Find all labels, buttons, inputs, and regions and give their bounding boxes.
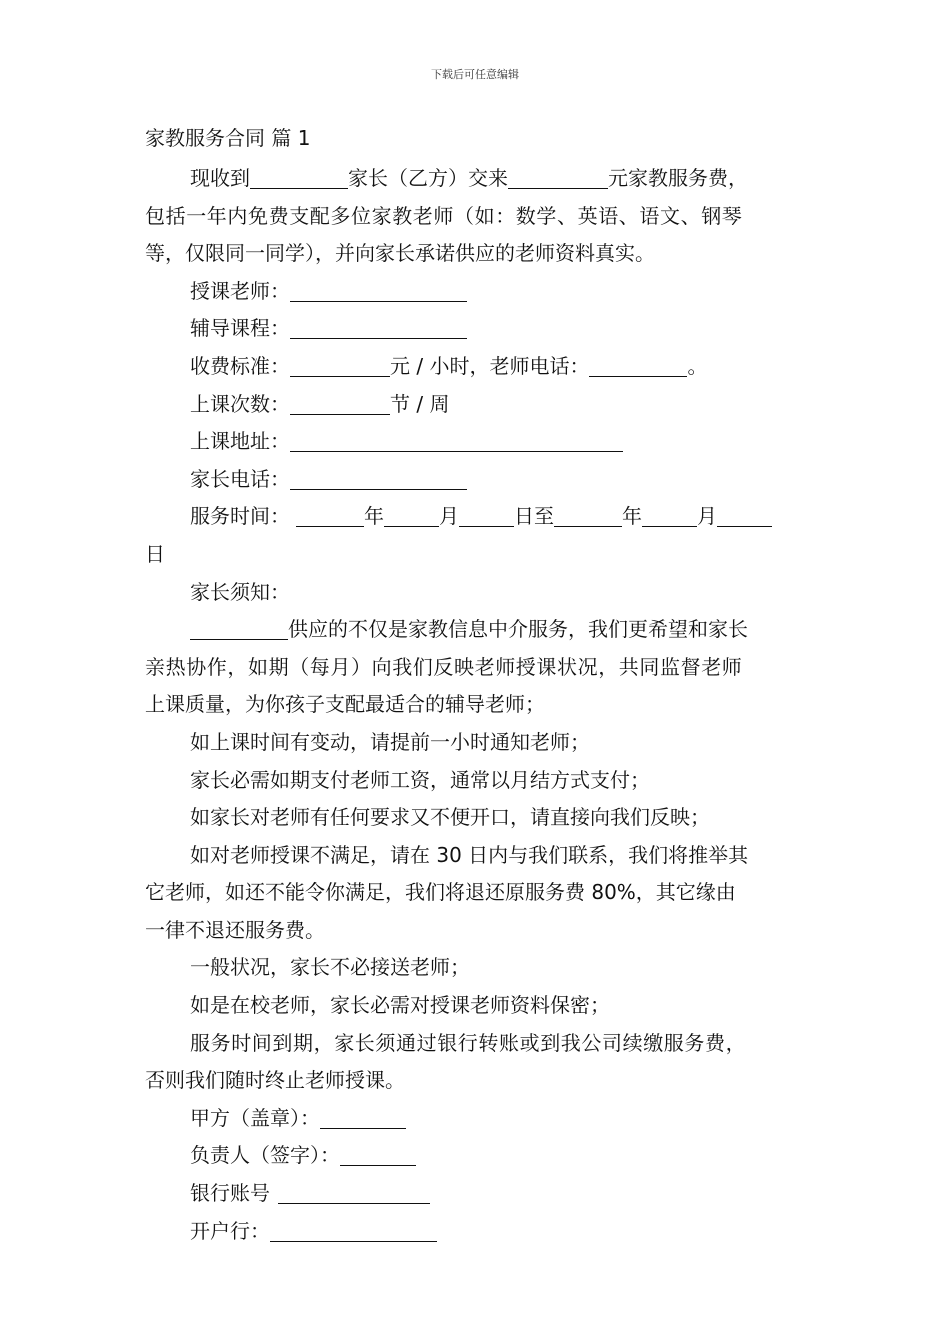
field-fee-end: 。 <box>687 353 708 378</box>
principal-signature <box>145 1137 807 1175</box>
document-title: 家教服务合同 篇 1 <box>145 126 311 150</box>
service-time-month-2: 月 <box>697 504 717 529</box>
party-a-blank <box>320 1107 406 1129</box>
field-teacher-label: 授课老师： <box>190 278 290 303</box>
header-note: 下载后可任意编辑 <box>431 68 519 81</box>
intro-line-2: 包括一年内免费支配多位家教老师（如：数学、英语、语文、钢琴 <box>145 203 743 228</box>
notice-title: 家长须知： <box>190 579 290 604</box>
fee-rate-blank <box>290 355 390 377</box>
notice-6: 一般状况，家长不必接送老师； <box>190 955 470 980</box>
service-time-year: 年 <box>364 504 384 529</box>
service-time-label: 服务时间： <box>190 504 290 529</box>
teacher-phone-blank <box>589 355 687 377</box>
intro-text-fee: 元家教服务费， <box>608 166 748 190</box>
field-address-label: 上课地址： <box>190 429 290 454</box>
parent-phone-blank <box>290 468 467 490</box>
intro-line-3: 等，仅限同一同学），并向家长承诺供应的老师资料真实。 <box>145 241 655 266</box>
principal-blank <box>340 1144 416 1166</box>
field-count <box>145 386 807 424</box>
bank-name <box>145 1213 807 1251</box>
notice-4: 如家长对老师有任何要求又不便开口，请直接向我们反映； <box>190 805 710 830</box>
teacher-blank <box>290 280 467 302</box>
principal-label: 负责人（签字）： <box>190 1143 340 1168</box>
field-course <box>145 310 807 348</box>
fee-amount-blank <box>508 167 608 189</box>
start-month-blank <box>384 505 439 527</box>
notice-5-line-3: 一律不退还服务费。 <box>145 917 325 942</box>
address-blank <box>290 430 623 452</box>
bank-name-blank <box>270 1220 437 1242</box>
service-time-line-2: 日 <box>145 541 165 566</box>
service-time <box>145 498 807 573</box>
end-month-blank <box>642 505 697 527</box>
notice-5-line-1: 如对老师授课不满足，请在 30 日内与我们联系，我们将推举其 <box>190 842 749 867</box>
bank-name-label: 开户行： <box>190 1218 270 1243</box>
party-a-label: 甲方（盖章）： <box>190 1105 320 1130</box>
notice-8-line-2: 否则我们随时终止老师授课。 <box>145 1068 405 1093</box>
notice-8 <box>145 1025 807 1100</box>
service-time-year-2: 年 <box>622 504 642 529</box>
service-time-month: 月 <box>439 504 459 529</box>
field-fee-unit: 元 / 小时，老师电话： <box>390 353 590 378</box>
notice-5 <box>145 837 807 950</box>
end-day-blank <box>717 505 772 527</box>
parent-name-blank <box>250 167 348 189</box>
bank-account <box>145 1175 807 1213</box>
start-day-blank <box>459 505 514 527</box>
notice-7: 如是在校老师，家长必需对授课老师资料保密； <box>190 993 610 1018</box>
field-parent-phone <box>145 461 807 499</box>
lesson-count-blank <box>290 393 390 415</box>
bank-account-blank <box>278 1182 430 1204</box>
intro-text-parent: 家长（乙方）交来 <box>348 166 508 190</box>
intro-text-received: 现收到 <box>190 166 250 190</box>
field-fee <box>145 348 807 386</box>
intro-paragraph <box>145 160 807 273</box>
notice-8-line-1: 服务时间到期，家长须通过银行转账或到我公司续缴服务费， <box>190 1030 747 1055</box>
contract-body <box>145 124 807 1250</box>
notice-1 <box>145 611 807 724</box>
notice-1-line-1 <box>145 611 807 649</box>
notice-2: 如上课时间有变动，请提前一小时通知老师； <box>190 729 590 754</box>
field-count-label: 上课次数： <box>190 391 290 416</box>
bank-account-label: 银行账号 <box>190 1181 270 1206</box>
notice-5-line-2: 它老师，如还不能令你满足，我们将退还原服务费 80%，其它缘由 <box>145 880 736 905</box>
field-address <box>145 423 807 461</box>
field-count-unit: 节 / 周 <box>390 391 450 416</box>
intro-line-1 <box>145 160 807 198</box>
field-teacher <box>145 273 807 311</box>
notice-1-line-3: 上课质量，为你孩子支配最适合的辅导老师； <box>145 692 545 717</box>
start-year-blank <box>296 505 364 527</box>
notice-1-line-2: 亲热协作，如期（每月）向我们反映老师授课状况，共同监督老师 <box>145 654 743 679</box>
notice-1-text: 供应的不仅是家教信息中介服务，我们更希望和家长 <box>288 617 748 642</box>
service-time-to: 日至 <box>514 504 554 529</box>
field-course-label: 辅导课程： <box>190 316 290 341</box>
field-fee-label: 收费标准： <box>190 353 290 378</box>
service-time-line-1 <box>145 498 807 536</box>
field-parent-phone-label: 家长电话： <box>190 466 290 491</box>
party-a-seal <box>145 1100 807 1138</box>
course-blank <box>290 317 467 339</box>
notice-3: 家长必需如期支付老师工资，通常以月结方式支付； <box>190 767 650 792</box>
company-name-blank <box>190 618 288 640</box>
end-year-blank <box>554 505 622 527</box>
